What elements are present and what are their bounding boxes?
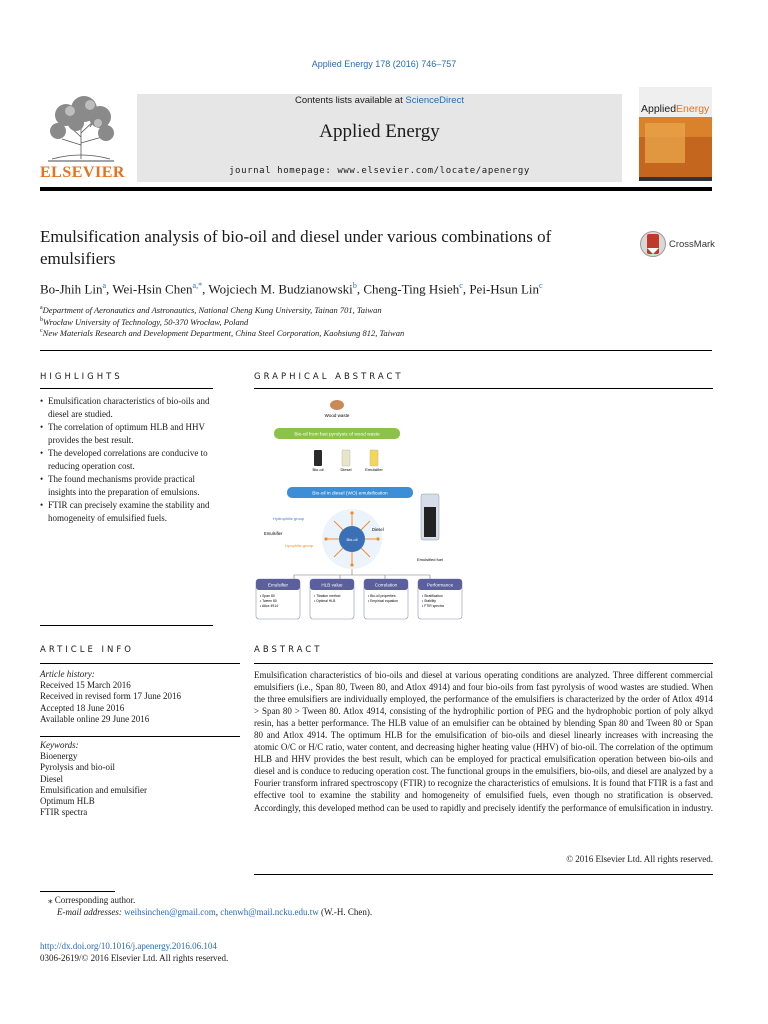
emulsified-fuel-contents [424, 507, 436, 537]
highlight-item: • The correlation of optimum HLB and HHV provides the best result. [40, 421, 220, 446]
svg-text:• Optimal HLB: • Optimal HLB [314, 599, 336, 603]
author-affil-marker[interactable]: c [459, 281, 463, 290]
svg-text:• Span 80: • Span 80 [260, 594, 275, 598]
ga-label: Hydrophilic group [273, 516, 305, 521]
ga-label: Wood waste [324, 413, 350, 418]
ga-box-emulsifier [256, 579, 300, 619]
journal-cover-thumbnail[interactable] [639, 87, 712, 181]
ga-box-hlb-value [310, 579, 354, 619]
elsevier-wordmark: ELSEVIER [40, 164, 125, 181]
author-affil-marker[interactable]: a,* [192, 281, 203, 290]
email-addresses-note [57, 907, 377, 919]
email-separator: , [215, 907, 221, 917]
keywords-label: Keywords: [40, 740, 79, 750]
highlight-item: • FTIR can precisely examine the stability and homogeneity of emulsified fuels. [40, 499, 220, 524]
keyword-item: Pyrolysis and bio-oil [40, 762, 116, 773]
highlight-item: • Emulsification characteristics of bio-oils and diesel are studied. [40, 395, 220, 420]
highlight-item: • The found mechanisms provide practical insights into the preparation of emulsions. [40, 473, 220, 498]
keyword-item: FTIR spectra [40, 807, 88, 818]
doi-link[interactable]: http://dx.doi.org/10.1016/j.apenergy.2016.06.104 [40, 941, 217, 951]
history-item: Received 15 March 2016 [40, 680, 131, 691]
svg-text:• Atlox 4914: • Atlox 4914 [260, 604, 278, 608]
keyword-item: Bioenergy [40, 751, 78, 762]
abstract-copyright: © 2016 Elsevier Ltd. All rights reserved. [566, 854, 713, 864]
svg-text:• FTIR spectra: • FTIR spectra [422, 604, 444, 608]
header-rule [40, 187, 712, 191]
ga-label: Bio-oil [312, 467, 324, 472]
cover-art [639, 87, 712, 181]
diesel-bottle-icon [342, 450, 350, 466]
history-item: Available online 29 June 2016 [40, 713, 150, 724]
svg-text:• Bio-oil properties: • Bio-oil properties [368, 594, 396, 598]
affiliation-a: $^a$Department of Aeronautics and Astronautics, National Cheng Kung University, Tainan 701, Taiwan [40, 305, 382, 315]
cover-title: AppliedEnergy [641, 103, 710, 115]
journal-title: Applied Energy [319, 121, 440, 142]
email-label: E-mail addresses: [57, 907, 122, 917]
history-label: Article history: [40, 669, 95, 679]
abstract-heading: ABSTRACT [254, 645, 323, 655]
sciencedirect-link[interactable]: ScienceDirect [405, 95, 464, 106]
history-item: Accepted 18 June 2016 [40, 702, 125, 713]
svg-text:Correlation: Correlation [374, 582, 398, 588]
ga-label: Emulsified fuel [416, 557, 444, 562]
keyword-item: Emulsification and emulsifier [40, 784, 147, 795]
corresponding-author-note: ⁎ Corresponding author. [48, 895, 136, 905]
ga-label: Lipophilic group [285, 543, 314, 548]
author-name[interactable]: Wojciech M. Budzianowski [208, 281, 353, 297]
contents-available-line [137, 95, 622, 106]
graphical-abstract-heading: GRAPHICAL ABSTRACT [254, 372, 404, 382]
highlights-list [40, 395, 220, 525]
ga-label: Diesel [372, 527, 384, 532]
article-info-top-rule [40, 625, 213, 626]
emulsifier-bottle-icon [370, 450, 378, 466]
svg-text:Performance: Performance [426, 582, 454, 588]
wood-waste-icon [330, 400, 344, 410]
email-suffix: (W.-H. Chen). [318, 907, 373, 917]
ga-label: Bio-oil from fast pyrolysis of wood waste [294, 432, 380, 438]
svg-text:• Empirical equation: • Empirical equation [368, 599, 399, 603]
author-name[interactable]: Pei-Hsun Lin [469, 281, 540, 297]
ga-box-performance [418, 579, 462, 619]
ga-box-correlation [364, 579, 408, 619]
svg-text:• Stratification: • Stratification [422, 594, 443, 598]
email-link[interactable]: chenwh@mail.ncku.edu.tw [220, 907, 319, 917]
crossmark-label[interactable]: CrossMark [669, 239, 715, 250]
author-affil-marker[interactable]: b [352, 281, 357, 290]
journal-homepage-line[interactable]: journal homepage: www.elsevier.com/locate/apenergy [229, 166, 530, 176]
history-item: Received in revised form 17 June 2016 [40, 691, 181, 702]
journal-citation-link[interactable]: Applied Energy 178 (2016) 746–757 [311, 59, 457, 69]
svg-text:HLB value: HLB value [321, 582, 343, 588]
bio-oil-bottle-icon [314, 450, 322, 466]
footnote-rule [40, 891, 115, 892]
highlights-rule [40, 388, 213, 389]
ga-label: Bio-oil [346, 537, 358, 542]
keyword-item: Diesel [40, 773, 63, 784]
affiliation-c: $^c$New Materials Research and Development Department, China Steel Corporation, Kaohsiung 812, Taiwan [40, 328, 405, 338]
author-affil-marker[interactable]: a [102, 281, 107, 290]
author-list: Bo-Jhih Lin$^a$, Wei-Hsin Chen$^{a,*}$, Wojciech M. Budzianowski$^b$, Cheng-Ting Hsieh$^c$, Pei-Hsun Lin$^c$ [40, 281, 543, 297]
graphical-abstract-figure[interactable] [254, 397, 474, 625]
author-name[interactable]: Cheng-Ting Hsieh [363, 281, 460, 297]
abstract-body: Emulsification characteristics of bio-oils and diesel at various operating conditions are analyzed. Three different commercial emulsifiers (i.e., Span 80, Tween 80, and Atlox 4914) and four bio-oils from fast pyrolysis of wood wastes are studied. When the three emulsifiers are individually employed, the performance of the emulsifiers is characterized by the order of Atlox 4914 > Span 80 > Tween 80. Atlox 4914, consisting of the hydrophilic portion of PEG and the hydrophobic portion of poly alkyd resin, has a better performance. The HLB value of an emulsifier can be obtained by blending Span 80 and Tween 80 or Span 80 and Atlox 4914. The optimum HLB for the emulsification of bio-oils and diesel linearly increases with increasing the atomic O/C or H/C ratio, water content, and decreasing higher heating value (HHV) of bio-oil. The correlation of the optimum HLB and HHV provides the best result, which can be employed for practical emulsification operation between bio-oils and diesel and is conduce to reducing operation cost. The functional groups in the emulsifiers, bio-oils, and diesel are analyzed by a Fourier transform infrared spectroscopy (FTIR) to recognize the characteristics of emulsions. It is found that FTIR is a fast and effective tool to examine the stability and homogeneity of emulsified fuels, even though no stratification is observed. Accordingly, this developed method can be used to rapidly and precisely identify the performance of emulsification in industry. [254, 670, 713, 813]
article-info-heading: ARTICLE INFO [40, 645, 134, 655]
svg-text:• Titration method: • Titration method [314, 594, 341, 598]
author-affil-marker[interactable]: c [539, 281, 543, 290]
affiliation-b: $^b$Wrocław University of Technology, 50-370 Wrocław, Poland [40, 317, 249, 327]
article-title: Emulsification analysis of bio-oil and diesel under various combinations of emulsifiers [40, 227, 552, 268]
author-name[interactable]: Wei-Hsin Chen [112, 281, 193, 297]
keyword-item: Optimum HLB [40, 796, 95, 807]
svg-text:Emulsifier: Emulsifier [267, 582, 289, 588]
highlights-heading: HIGHLIGHTS [40, 372, 123, 382]
email-link[interactable]: weihsinchen@gmail.com [124, 907, 216, 917]
highlight-item: • The developed correlations are conducive to reducing operation cost. [40, 447, 220, 472]
article-history [40, 669, 240, 725]
article-info-rule [40, 663, 240, 664]
issn-copyright-line: 0306-2619/© 2016 Elsevier Ltd. All rights reserved. [40, 953, 229, 963]
keywords [40, 740, 240, 818]
ga-label: Emulsifier [264, 531, 283, 536]
author-name[interactable]: Bo-Jhih Lin [40, 281, 103, 297]
affiliation-rule [40, 350, 712, 351]
keywords-rule [40, 736, 240, 737]
abstract-rule [254, 663, 713, 664]
ga-label: Emulsifier [365, 467, 383, 472]
ga-label: Bio-oil in diesel (WO) emulsification [312, 491, 388, 497]
graphical-abstract-rule [254, 388, 713, 389]
svg-text:• Stability: • Stability [422, 599, 437, 603]
ga-label: Diesel [340, 467, 352, 472]
svg-text:• Tween 80: • Tween 80 [260, 599, 277, 603]
contents-prefix: Contents lists available at [295, 95, 406, 106]
abstract-bottom-rule [254, 874, 713, 875]
